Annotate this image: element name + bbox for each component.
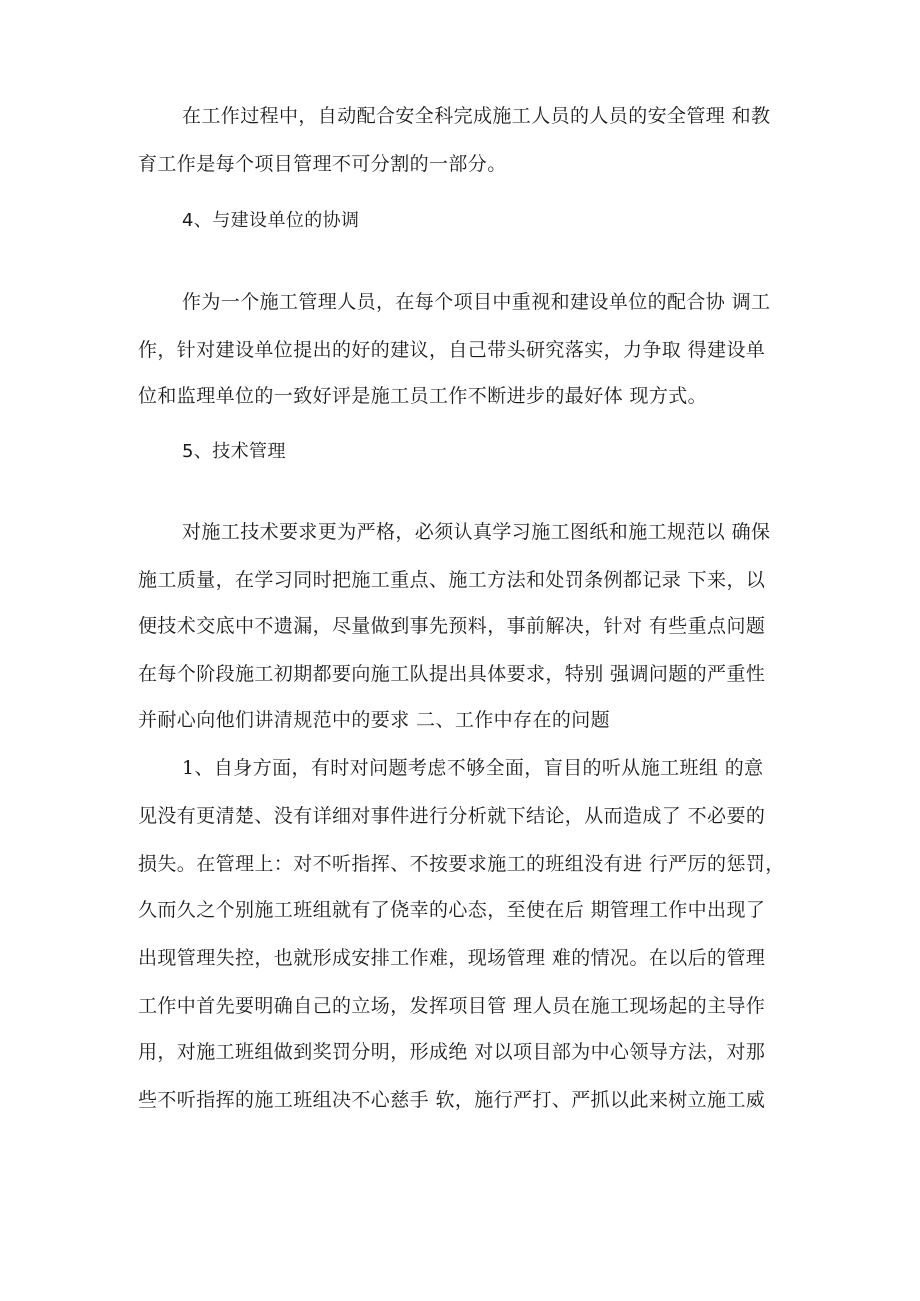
technical-line-4: 在每个阶段施工初期都要向施工队提出具体要求，特别 强调问题的严重性: [138, 663, 766, 685]
problems-line-3: 损失。在管理上：对不听指挥、不按要求施工的班组没有进 行严厉的惩罚，: [138, 853, 785, 875]
coordination-line-1: 作为一个施工管理人员，在每个项目中重视和建设单位的配合协 调工: [182, 291, 771, 313]
problems-line-7: 用，对施工班组做到奖罚分明，形成绝 对以项目部为中心领导方法，对那: [138, 1041, 766, 1063]
safety-line-2: 育工作是每个项目管理不可分割的一部分。: [138, 153, 507, 175]
problems-line-4: 久而久之个别施工班组就有了侥幸的心态，至使在后 期管理工作中出现了: [138, 899, 766, 921]
problems-line-2: 见没有更清楚、没有详细对事件进行分析就下结论，从而造成了 不必要的: [138, 805, 766, 827]
problems-line-1: 1、自身方面，有时对问题考虑不够全面，盲目的听从施工班组 的意: [182, 757, 764, 779]
problems-line-6: 工作中首先要明确自己的立场，发挥项目管 理人员在施工现场起的主导作: [138, 995, 766, 1017]
problems-line-5: 出现管理失控，也就形成安排工作难，现场管理 难的情况。在以后的管理: [138, 947, 766, 969]
technical-line-5: 并耐心向他们讲清规范中的要求 二、工作中存在的问题: [138, 709, 611, 731]
technical-line-1: 对施工技术要求更为严格，必须认真学习施工图纸和施工规范以 确保: [182, 521, 771, 543]
problems-line-8: 些不听指挥的施工班组决不心慈手 软，施行严打、严抓以此来树立施工威: [138, 1089, 766, 1111]
coordination-line-2: 作，针对建设单位提出的好的建议，自己带头研究落实，力争取 得建设单: [138, 339, 766, 361]
heading-coordination: 4、与建设单位的协调: [182, 210, 360, 231]
safety-line-1: 在工作过程中，自动配合安全科完成施工人员的人员的安全管理 和教: [182, 105, 771, 127]
technical-line-3: 便技术交底中不遗漏，尽量做到事先预料，事前解决，针对 有些重点问题: [138, 615, 766, 637]
heading-technical: 5、技术管理: [182, 441, 286, 462]
coordination-line-3: 位和监理单位的一致好评是施工员工作不断进步的最好体 现方式。: [138, 385, 708, 407]
technical-line-2: 施工质量，在学习同时把施工重点、施工方法和处罚条例都记录 下来，以: [138, 569, 766, 591]
